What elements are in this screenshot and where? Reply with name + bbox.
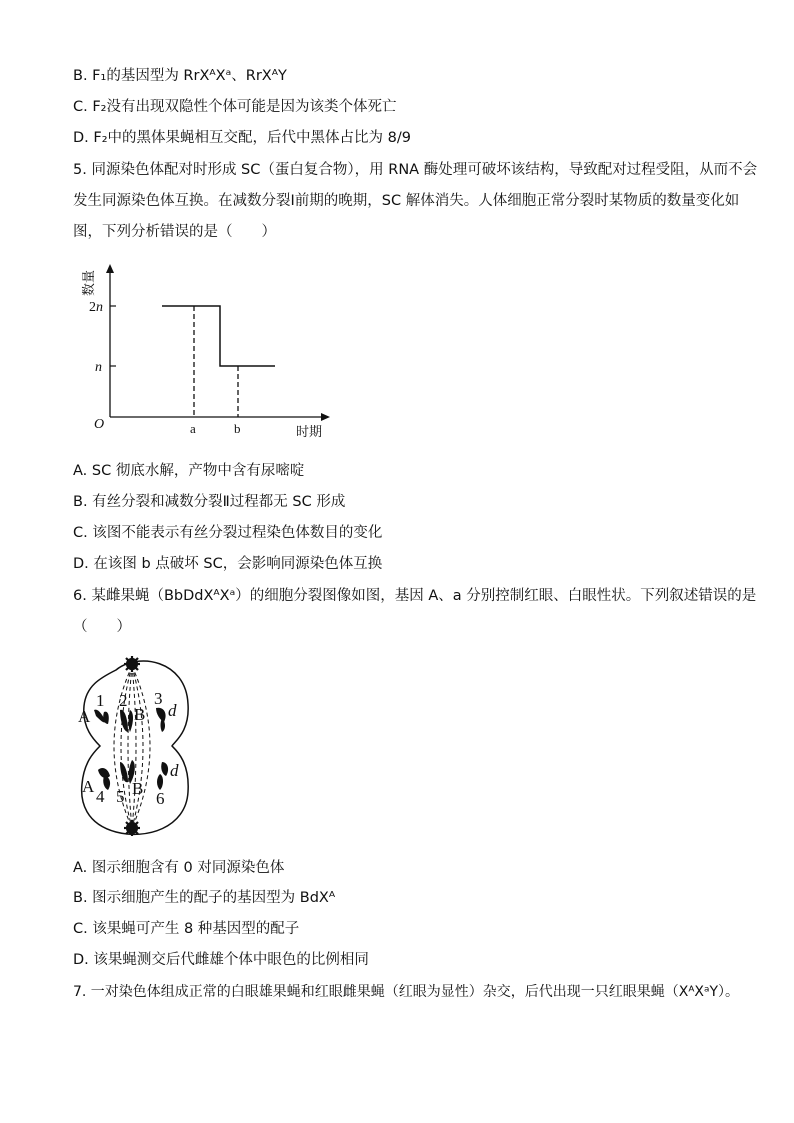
- label-5: 5: [116, 787, 125, 806]
- option-a-q5: A. SC 彻底水解，产物中含有尿嘧啶: [73, 463, 305, 479]
- option-c-q5: C. 该图不能表示有丝分裂过程染色体数目的变化: [73, 525, 383, 541]
- label-6: 6: [156, 789, 165, 808]
- option-b-q5: B. 有丝分裂和减数分裂Ⅱ过程都无 SC 形成: [73, 494, 346, 510]
- label-1: 1: [96, 691, 105, 710]
- label-B-bottom: B: [132, 779, 144, 798]
- question-6-stem-1: 6. 某雌果蝇（BbDdXᴬXᵃ）的细胞分裂图像如图，基因 A、a 分别控制红眼、白眼性状。下列叙述错误的是: [73, 588, 757, 604]
- question-5-stem-2: 发生同源染色体互换。在减数分裂Ⅰ前期的晚期，SC 解体消失。人体细胞正常分裂时某物质的数量变化如: [73, 193, 740, 209]
- step-line: [162, 306, 275, 366]
- option-a-q6: A. 图示细胞含有 0 对同源染色体: [73, 860, 285, 876]
- label-3: 3: [154, 689, 163, 708]
- question-5-stem-3: 图，下列分析错误的是（ ）: [73, 224, 276, 240]
- label-4: 4: [96, 787, 105, 806]
- cell-membrane: [82, 661, 189, 834]
- label-d-bottom: d: [170, 761, 179, 780]
- label-A-bottom: A: [82, 777, 95, 796]
- centrosome-top: [124, 656, 140, 672]
- x-axis-arrow: [321, 413, 330, 421]
- label-A-top: A: [78, 707, 91, 726]
- option-c-q6: C. 该果蝇可产生 8 种基因型的配子: [73, 921, 300, 937]
- chromosome-3: [156, 708, 166, 732]
- cell-division-diagram: [76, 652, 200, 840]
- option-d-q6: D. 该果蝇测交后代雌雄个体中眼色的比例相同: [73, 952, 369, 968]
- quantity-graph: [80, 262, 340, 442]
- ytick-2n-num: 2: [89, 300, 96, 315]
- option-d-q4: D. F₂中的黑体果蝇相互交配，后代中黑体占比为 8/9: [73, 130, 411, 146]
- chromosome-1: [94, 710, 109, 724]
- label-d-top: d: [168, 701, 177, 720]
- option-b-q4: B. F₁的基因型为 RrXᴬXᵃ、RrXᴬY: [73, 68, 287, 84]
- xtick-b: b: [234, 421, 241, 436]
- origin-label: O: [94, 417, 105, 432]
- x-axis-label: 时期: [296, 425, 323, 440]
- label-B-top: B: [134, 705, 146, 724]
- chromosome-6: [157, 762, 168, 790]
- ytick-n: n: [95, 360, 102, 375]
- question-7-stem-1: 7. 一对染色体组成正常的白眼雄果蝇和红眼雌果蝇（红眼为显性）杂交，后代出现一只红眼果蝇（XᴬXᵃY）。: [73, 984, 740, 1000]
- option-c-q4: C. F₂没有出现双隐性个体可能是因为该类个体死亡: [73, 99, 397, 115]
- question-6-stem-2: （ ）: [73, 619, 131, 635]
- question-5-stem-1: 5. 同源染色体配对时形成 SC（蛋白复合物），用 RNA 酶处理可破坏该结构，导致配对过程受阻，从而不会: [73, 162, 758, 178]
- ytick-2n-var: n: [96, 300, 103, 315]
- centrosome-bottom: [124, 820, 140, 836]
- xtick-a: a: [190, 421, 196, 436]
- option-b-q6: B. 图示细胞产生的配子的基因型为 BdXᴬ: [73, 890, 336, 906]
- y-axis-label: 数量: [81, 269, 96, 296]
- option-d-q5: D. 在该图 b 点破坏 SC，会影响同源染色体互换: [73, 556, 383, 572]
- svg-text:2n: [89, 300, 103, 315]
- y-axis-arrow: [106, 264, 114, 273]
- label-2: 2: [119, 691, 128, 710]
